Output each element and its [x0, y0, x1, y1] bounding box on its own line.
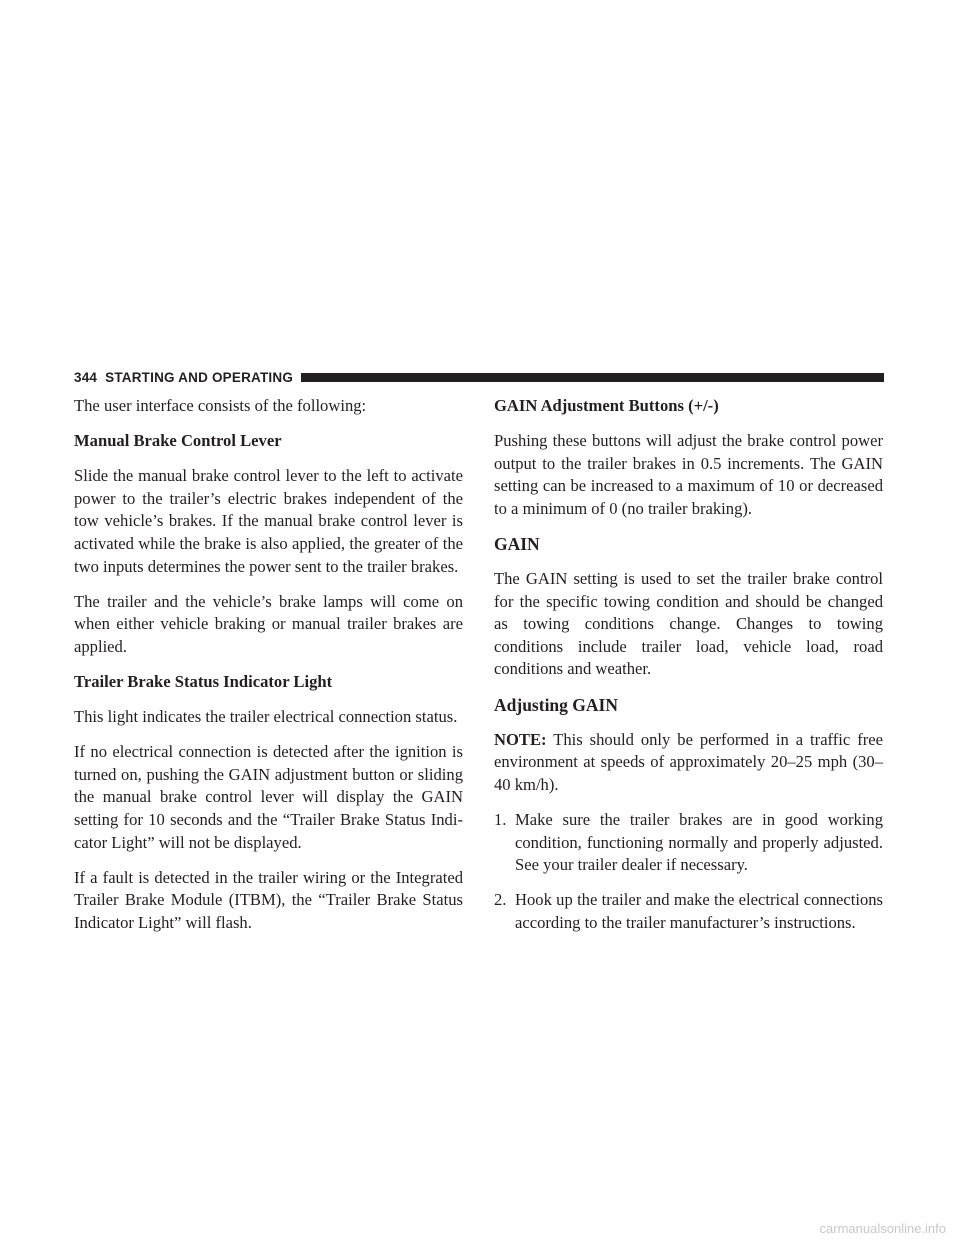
paragraph-brake-lamps: The trailer and the vehicle’s brake lamps will come on when either vehicle braking or manual trailer brakes are applied. — [74, 591, 463, 656]
right-column — [494, 395, 883, 947]
paragraph-no-connection: If no electrical connection is detected after the ignition is turned on, pushing the GAIN adjustment button or sliding the manual brake control lever will display the GAIN setting for 10 seconds and the “Trailer Brake Status Indi-cator Light” will not be displayed. — [74, 742, 463, 852]
page-number: 344 — [74, 369, 98, 385]
step-number: 1. — [494, 809, 507, 829]
left-column — [74, 395, 463, 947]
list-item — [494, 809, 883, 877]
heading-gain: GAIN — [494, 533, 540, 554]
note-label: NOTE: — [494, 729, 547, 749]
paragraph-gain: The GAIN setting is used to set the trailer brake control for the specific towing condition and should be changed as towing conditions change. Changes to towing conditions include trailer load, vehicle load, road conditions and weather. — [494, 569, 883, 679]
step-text: Make sure the trailer brakes are in good working condition, functioning normally and properly adjusted. See your trailer dealer if necessary. — [515, 809, 883, 875]
page-header — [74, 367, 884, 387]
steps-list — [494, 809, 883, 934]
heading-adjusting-gain: Adjusting GAIN — [494, 694, 618, 715]
list-item — [494, 889, 883, 934]
heading-gain-buttons: GAIN Adjustment Buttons (+/-) — [494, 396, 719, 415]
paragraph-fault: If a fault is detected in the trailer wiring or the Integrated Trailer Brake Module (ITBM), the “Trailer Brake Status Indicator Light” will flash. — [74, 867, 463, 932]
section-title: STARTING AND OPERATING — [105, 369, 294, 385]
note-paragraph — [494, 729, 883, 797]
header-rule — [301, 373, 884, 382]
step-number: 2. — [494, 890, 507, 910]
heading-manual-brake-control-lever: Manual Brake Control Lever — [74, 431, 282, 451]
watermark: carmanualsonline.info — [819, 1221, 946, 1236]
paragraph-gain-buttons: Pushing these buttons will adjust the brake control power output to the trailer brakes in 0.5 increments. The GAIN setting can be increased to a maximum of 10 or decreased to a minimum of 0 (no trailer braking). — [494, 431, 883, 518]
paragraph-indicator-status: This light indicates the trailer electrical connection status. — [74, 707, 458, 727]
step-text: Hook up the trailer and make the electrical connections according to the trailer manufacturer’s instructions. — [515, 890, 883, 932]
note-text: This should only be performed in a traffic free environment at speeds of approximately 20–25 mph (30–40 km/h). — [494, 729, 883, 794]
paragraph-manual-brake: Slide the manual brake control lever to the left to activate power to the trailer’s electric brakes independent of the tow vehicle’s brakes. If the manual brake control lever is activated while the brake is also applied, the greater of the two inputs determines the power sent to the trailer brakes. — [74, 466, 463, 576]
heading-status-indicator-light: Trailer Brake Status Indicator Light — [74, 671, 333, 691]
intro-paragraph: The user interface consists of the following: — [74, 396, 367, 415]
